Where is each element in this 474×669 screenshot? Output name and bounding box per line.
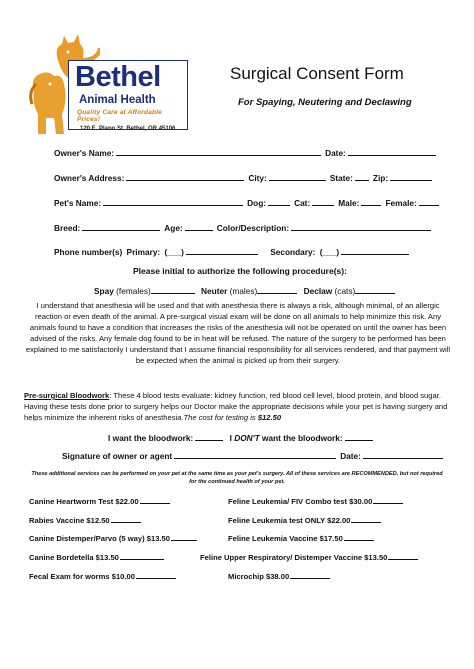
spay-label: Spay [94, 286, 114, 296]
primary-label: Primary: [126, 247, 161, 257]
neuter-note: (males) [229, 286, 258, 296]
service-upper-resp-field[interactable] [388, 551, 418, 560]
declaw-label: Declaw [303, 286, 333, 296]
secondary-label: Secondary: [270, 247, 316, 257]
spay-initial-field[interactable] [151, 285, 195, 294]
service-felv-combo-label: Feline Leukemia/ FIV Combo test $30.00 [228, 497, 373, 506]
breed-row [54, 222, 435, 233]
service-bordetella-field[interactable] [120, 551, 164, 560]
bloodwork-label: Pre-surgical Bloodwork [24, 391, 110, 400]
service-felv-vaccine [228, 532, 378, 543]
neuter-label: Neuter [201, 286, 228, 296]
service-microchip [228, 570, 334, 581]
service-bordetella [29, 551, 168, 562]
male-label: Male: [338, 198, 360, 208]
service-heartworm-label: Canine Heartworm Test $22.00 [29, 497, 139, 506]
bloodwork-price: $12.50 [257, 413, 282, 422]
date-field[interactable] [348, 147, 436, 156]
service-fecal [29, 570, 180, 581]
age-label: Age: [164, 223, 183, 233]
service-felv-only [228, 514, 385, 525]
male-field[interactable] [361, 197, 381, 206]
age-field[interactable] [185, 222, 213, 231]
service-fecal-label: Fecal Exam for worms $10.00 [29, 572, 135, 581]
date-label: Date: [325, 148, 346, 158]
state-field[interactable] [355, 172, 369, 181]
consent-paragraph: I understand that anesthesia will be used and that with anesthesia there is always a risk, although minimal, of an allergic reaction or even death of the animal. A pre-surgical visual exam will be done on all animals to help minimize this risk. Any animals found to have a condition that increases the risks of the anesthesia will not be operated on until the owner has been advised of the risks. Any female dog found to be in heat will be refused. The nature of the surgery to be performed has been explained to me satisfactorily I understand that I assume financial responsibility for all services rendered, and that payment will be expected when the animal is picked up from their surgery. [25, 301, 451, 365]
service-microchip-field[interactable] [290, 570, 330, 579]
secondary-phone-field[interactable] [341, 246, 409, 255]
declaw-note: (cats) [334, 286, 356, 296]
want-bloodwork-label: I want the bloodwork: [108, 433, 194, 443]
services-note: These additional services can be performed on your pet at the same time as your pet's surgery. All of these services are RECOMMENDED, but not required for the continued health of your pet. [31, 471, 443, 485]
dont-want-bloodwork-field[interactable] [345, 432, 373, 441]
service-felv-only-label: Feline Leukemia test ONLY $22.00 [228, 516, 351, 525]
primary-phone-field[interactable] [186, 246, 258, 255]
female-field[interactable] [419, 197, 439, 206]
bloodwork-paragraph [24, 390, 452, 423]
owner-name-row [54, 147, 440, 158]
pets-name-label: Pet's Name: [54, 198, 102, 208]
phone-label: Phone number(s) [54, 247, 123, 257]
dog-field[interactable] [268, 197, 290, 206]
want-bloodwork-field[interactable] [195, 432, 223, 441]
procedures-heading: Please initial to authorize the following procedure(s): [133, 266, 347, 276]
owners-address-field[interactable] [126, 172, 244, 181]
pet-name-row [54, 197, 443, 208]
phone-row [54, 246, 413, 257]
service-bordetella-label: Canine Bordetella $13.50 [29, 553, 119, 562]
signature-label: Signature of owner or agent [62, 451, 173, 461]
dog-label: Dog: [247, 198, 267, 208]
signature-date-field[interactable] [363, 450, 443, 459]
clinic-logo [68, 60, 188, 130]
service-felv-combo [228, 495, 407, 506]
form-subtitle: For Spaying, Neutering and Declawing [238, 97, 412, 108]
spay-note: (females) [116, 286, 151, 296]
service-microchip-label: Microchip $38.00 [228, 572, 290, 581]
cat-label: Cat: [294, 198, 311, 208]
declaw-initial-field[interactable] [355, 285, 395, 294]
signature-field[interactable] [174, 450, 336, 459]
breed-label: Breed: [54, 223, 81, 233]
primary-area-code[interactable]: (___) [164, 247, 184, 257]
bloodwork-cost-text: The cost for testing is [183, 413, 258, 422]
service-rabies-field[interactable] [111, 514, 141, 523]
bloodwork-text: : These 4 blood tests evaluate: kidney function, red blood cell level, blood protein, and blood sugar. Having these tests done prior to surgery helps our Doctor make the appropriate decisions while your pet is having surgery and helps minimize the inherent risks of anesthesia. [24, 391, 448, 422]
secondary-area-code[interactable]: (___) [319, 247, 340, 257]
logo-tagline: Quality Care at Affordable Prices! [77, 109, 163, 123]
city-label: City: [248, 173, 267, 183]
owners-name-field[interactable] [116, 147, 321, 156]
zip-label: Zip: [372, 173, 389, 183]
service-heartworm-field[interactable] [140, 495, 170, 504]
service-distemper-label: Canine Distemper/Parvo (5 way) $13.50 [29, 534, 170, 543]
dont-want-bloodwork-label: want the bloodwork: [259, 433, 343, 443]
city-field[interactable] [269, 172, 326, 181]
service-rabies [29, 514, 145, 525]
pets-name-field[interactable] [103, 197, 243, 206]
service-felv-vaccine-label: Feline Leukemia Vaccine $17.50 [228, 534, 343, 543]
color-description-field[interactable] [291, 222, 431, 231]
service-distemper [29, 532, 201, 543]
owner-address-row [54, 172, 436, 183]
service-upper-resp-label: Feline Upper Respiratory/ Distemper Vaccine $13.50 [200, 553, 388, 562]
logo-subtitle: Animal Health [79, 94, 156, 106]
breed-field[interactable] [82, 222, 160, 231]
female-label: Female: [385, 198, 417, 208]
neuter-initial-field[interactable] [257, 285, 297, 294]
service-rabies-label: Rabies Vaccine $12.50 [29, 516, 110, 525]
clinic-address: 120 E. Plano St. Bethel, OR 45106 [80, 126, 176, 132]
form-title: Surgical Consent Form [230, 64, 404, 83]
dont-want-prefix: I [229, 433, 235, 443]
service-distemper-field[interactable] [171, 532, 197, 541]
signature-date-label: Date: [340, 451, 361, 461]
zip-field[interactable] [390, 172, 432, 181]
color-description-label: Color/Description: [216, 223, 290, 233]
service-upper-resp [200, 551, 422, 562]
service-heartworm [29, 495, 174, 506]
service-felv-vaccine-field[interactable] [344, 532, 374, 541]
service-felv-combo-field[interactable] [373, 495, 403, 504]
bloodwork-choice-row [108, 432, 377, 443]
owners-name-label: Owner's Name: [54, 148, 115, 158]
signature-row [62, 450, 447, 461]
dont-word: DON'T [234, 433, 260, 443]
cat-field[interactable] [312, 197, 334, 206]
owners-address-label: Owner's Address: [54, 173, 125, 183]
procedures-row [94, 285, 399, 296]
state-label: State: [329, 173, 353, 183]
service-felv-only-field[interactable] [351, 514, 381, 523]
logo-name: Bethel [75, 61, 161, 93]
service-fecal-field[interactable] [136, 570, 176, 579]
